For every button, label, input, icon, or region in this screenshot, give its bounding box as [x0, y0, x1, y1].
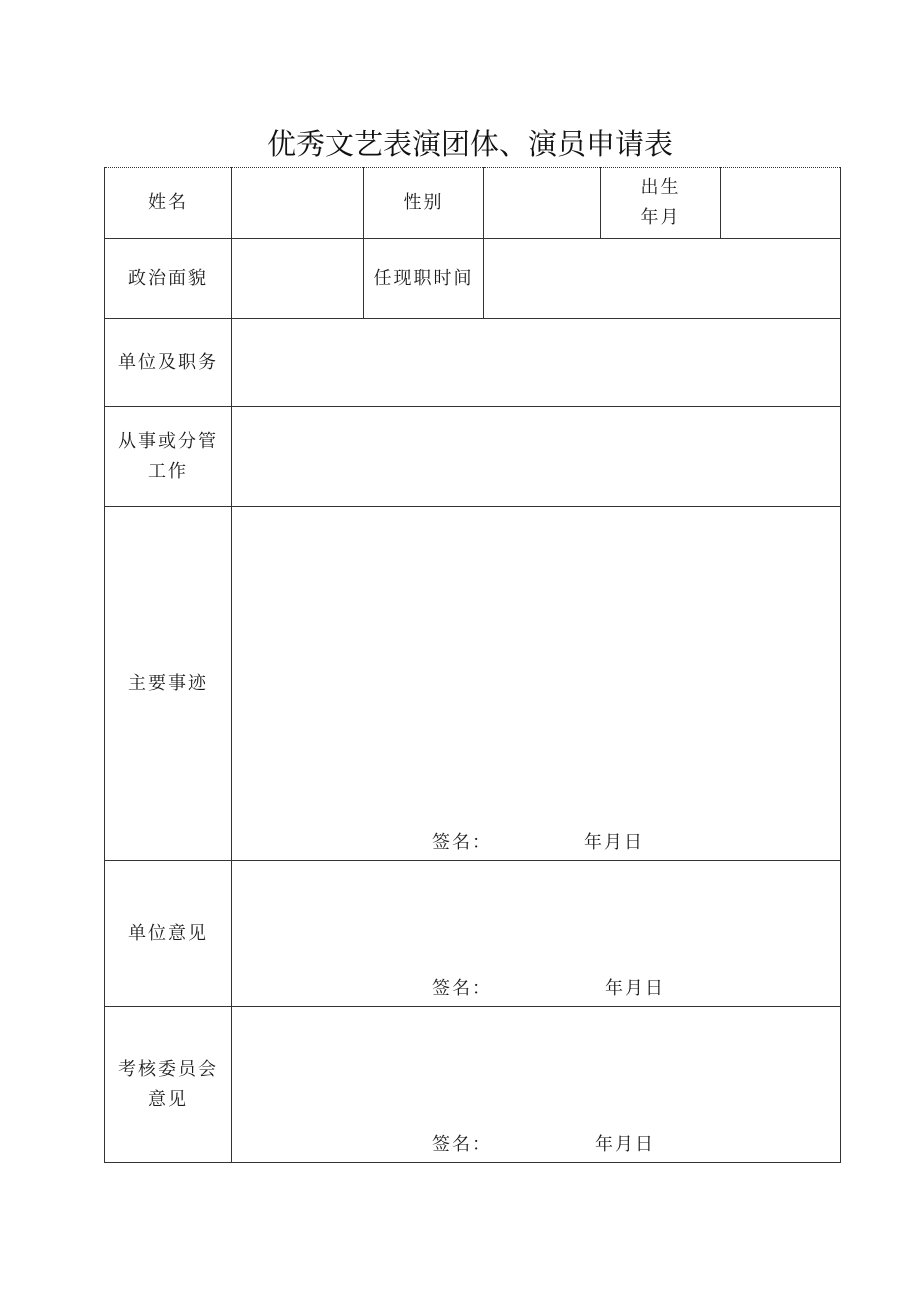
main-deeds-signature-line [232, 828, 840, 858]
row-work [105, 407, 841, 507]
committee-opinion-label [118, 1055, 218, 1115]
committee-opinion-signature-line [232, 1130, 840, 1160]
row-unit-opinion [105, 861, 841, 1007]
main-deeds-signature-date: 年月日 [584, 832, 644, 853]
page-title: 优秀文艺表演团体、演员申请表 [266, 127, 673, 161]
committee-opinion-label-cell [105, 1007, 232, 1163]
committee-opinion-label-line1: 考核委员会 [118, 1058, 218, 1080]
name-field[interactable] [232, 168, 364, 239]
name-label-cell [105, 168, 232, 239]
committee-opinion-signature-label: 签名： [432, 1134, 492, 1155]
unit-opinion-signature-date: 年月日 [605, 978, 665, 999]
main-deeds-field[interactable] [232, 507, 841, 861]
gender-field[interactable] [484, 168, 601, 239]
main-deeds-signature-label: 签名： [432, 832, 492, 853]
birth-field[interactable] [721, 168, 841, 239]
unit-position-label-cell [105, 319, 232, 407]
work-label-line2: 工作 [148, 460, 188, 482]
work-field[interactable] [232, 407, 841, 507]
row-political-post [105, 239, 841, 319]
row-committee-opinion [105, 1007, 841, 1163]
row-basic-info [105, 168, 841, 239]
current-post-time-label-cell [364, 239, 484, 319]
unit-position-field[interactable] [232, 319, 841, 407]
political-status-label-cell [105, 239, 232, 319]
political-status-label: 政治面貌 [128, 267, 208, 289]
political-status-field[interactable] [232, 239, 364, 319]
gender-label-cell [364, 168, 484, 239]
unit-opinion-field[interactable] [232, 861, 841, 1007]
application-form-table [104, 167, 841, 1163]
main-deeds-label-cell [105, 507, 232, 861]
work-label [118, 427, 218, 487]
committee-opinion-field[interactable] [232, 1007, 841, 1163]
committee-opinion-label-line2: 意见 [148, 1088, 188, 1110]
work-label-line1: 从事或分管 [118, 430, 218, 452]
unit-opinion-signature-line [232, 974, 840, 1004]
row-unit-position [105, 319, 841, 407]
main-deeds-label: 主要事迹 [128, 672, 208, 694]
unit-position-label: 单位及职务 [118, 351, 218, 373]
birth-label [641, 173, 681, 233]
unit-opinion-label-cell [105, 861, 232, 1007]
name-label: 姓名 [148, 192, 188, 213]
birth-label-cell [601, 168, 721, 239]
gender-label: 性别 [403, 192, 444, 213]
unit-opinion-label: 单位意见 [128, 922, 208, 944]
birth-label-line2: 年月 [640, 207, 681, 228]
current-post-time-field[interactable] [484, 239, 841, 319]
birth-label-line1: 出生 [640, 177, 681, 198]
work-label-cell [105, 407, 232, 507]
unit-opinion-signature-label: 签名： [432, 978, 492, 999]
committee-opinion-signature-date: 年月日 [595, 1134, 655, 1155]
row-main-deeds [105, 507, 841, 861]
current-post-time-label: 任现职时间 [373, 267, 474, 289]
